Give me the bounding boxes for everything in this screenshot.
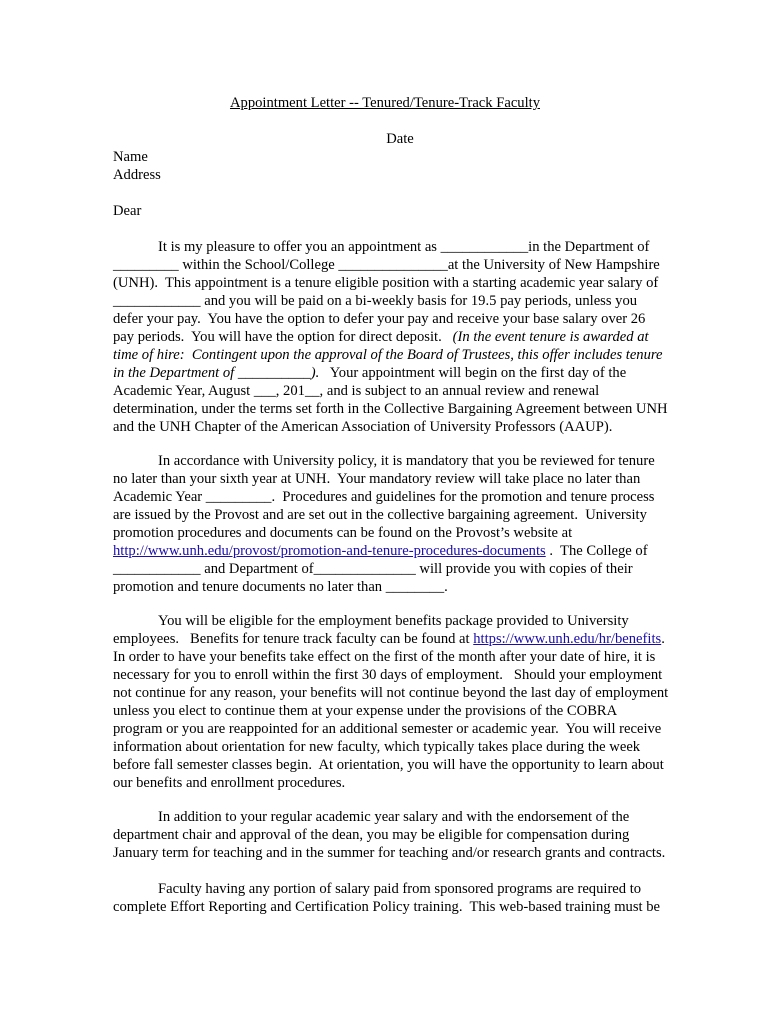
recipient-address: Address — [113, 167, 161, 183]
text-segment: employees. Benefits for tenure track faculty can be found at — [113, 631, 474, 647]
text-segment: pay periods. You will have the option for direct deposit. — [113, 329, 453, 345]
paragraph-effort-reporting — [113, 880, 703, 916]
paragraph-benefits — [113, 612, 703, 792]
text-line: necessary for you to enroll within the first 30 days of employment. Should your employment — [113, 667, 663, 683]
text-line: In accordance with University policy, it is mandatory that you be reviewed for tenure — [158, 453, 655, 469]
paragraph-tenure-review — [113, 452, 703, 596]
text-line: ____________ and Department of______________ will provide you with copies of their — [113, 561, 633, 577]
provost-procedures-link[interactable]: http://www.unh.edu/provost/promotion-and-tenure-procedures-documents — [113, 543, 546, 559]
text-line: and the UNH Chapter of the American Association of University Professors (AAUP). — [113, 419, 613, 435]
salutation: Dear — [113, 203, 142, 219]
letter-date: Date — [386, 131, 414, 147]
text-line — [113, 328, 703, 346]
paragraph-additional-compensation — [113, 808, 703, 862]
text-line: no later than your sixth year at UNH. Your mandatory review will take place no later than — [113, 471, 641, 487]
text-line: It is my pleasure to offer you an appointment as ____________in the Department of — [158, 239, 650, 255]
text-segment: . The College of — [545, 543, 648, 559]
text-line: complete Effort Reporting and Certification Policy training. This web-based training must be — [113, 899, 661, 915]
text-line: ____________ and you will be paid on a bi-weekly basis for 19.5 pay periods, unless you — [113, 293, 638, 309]
text-line — [113, 542, 703, 560]
text-line: In addition to your regular academic year salary and with the endorsement of the — [158, 809, 630, 825]
text-line: not continue for any reason, your benefits will not continue beyond the last day of employment — [113, 685, 669, 701]
text-line: Faculty having any portion of salary paid from sponsored programs are required to — [158, 881, 642, 897]
italic-segment: in the Department of __________). — [113, 365, 320, 381]
text-line: Academic Year _________. Procedures and guidelines for the promotion and tenure process — [113, 489, 655, 505]
text-line: January term for teaching and in the summer for teaching and/or research grants and contracts. — [113, 845, 666, 861]
text-segment: Your appointment will begin on the first day of the — [319, 365, 627, 381]
text-segment: . — [661, 631, 665, 647]
text-line — [113, 630, 703, 648]
italic-line: time of hire: Contingent upon the approval of the Board of Trustees, this offer includes tenure — [113, 347, 663, 363]
text-line — [113, 364, 703, 382]
text-line: promotion procedures and documents can be found on the Provost’s website at — [113, 525, 573, 541]
text-line: department chair and approval of the dean, you may be eligible for compensation during — [113, 827, 630, 843]
text-line: In order to have your benefits take effect on the first of the month after your date of hire, it is — [113, 649, 656, 665]
text-line: You will be eligible for the employment benefits package provided to University — [158, 613, 629, 629]
text-line: our benefits and enrollment procedures. — [113, 775, 346, 791]
text-line: information about orientation for new faculty, which typically takes place during the week — [113, 739, 641, 755]
text-line: Academic Year, August ___, 201__, and is subject to an annual review and renewal — [113, 383, 600, 399]
text-line: promotion and tenure documents no later than ________. — [113, 579, 448, 595]
text-line: determination, under the terms set forth in the Collective Bargaining Agreement between UNH — [113, 401, 668, 417]
letter-title: Appointment Letter -- Tenured/Tenure-Track Faculty — [229, 95, 540, 111]
recipient-block — [113, 148, 693, 184]
hr-benefits-link[interactable]: https://www.unh.edu/hr/benefits — [473, 631, 662, 647]
italic-segment: (In the event tenure is awarded at — [452, 329, 649, 345]
text-line: defer your pay. You have the option to defer your pay and receive your base salary over 26 — [113, 311, 646, 327]
paragraph-appointment — [113, 238, 703, 436]
text-line: (UNH). This appointment is a tenure eligible position with a starting academic year salary of — [113, 275, 659, 291]
text-line: before fall semester classes begin. At orientation, you will have the opportunity to learn about — [113, 757, 664, 773]
text-line: are issued by the Provost and are set out in the collective bargaining agreement. University — [113, 507, 647, 523]
text-line: _________ within the School/College _______________at the University of New Hampshire — [113, 257, 660, 273]
recipient-name: Name — [113, 149, 148, 165]
text-line: program or you are reappointed for an additional semester or academic year. You will receive — [113, 721, 662, 737]
text-line: unless you elect to continue them at your expense under the provisions of the COBRA — [113, 703, 618, 719]
